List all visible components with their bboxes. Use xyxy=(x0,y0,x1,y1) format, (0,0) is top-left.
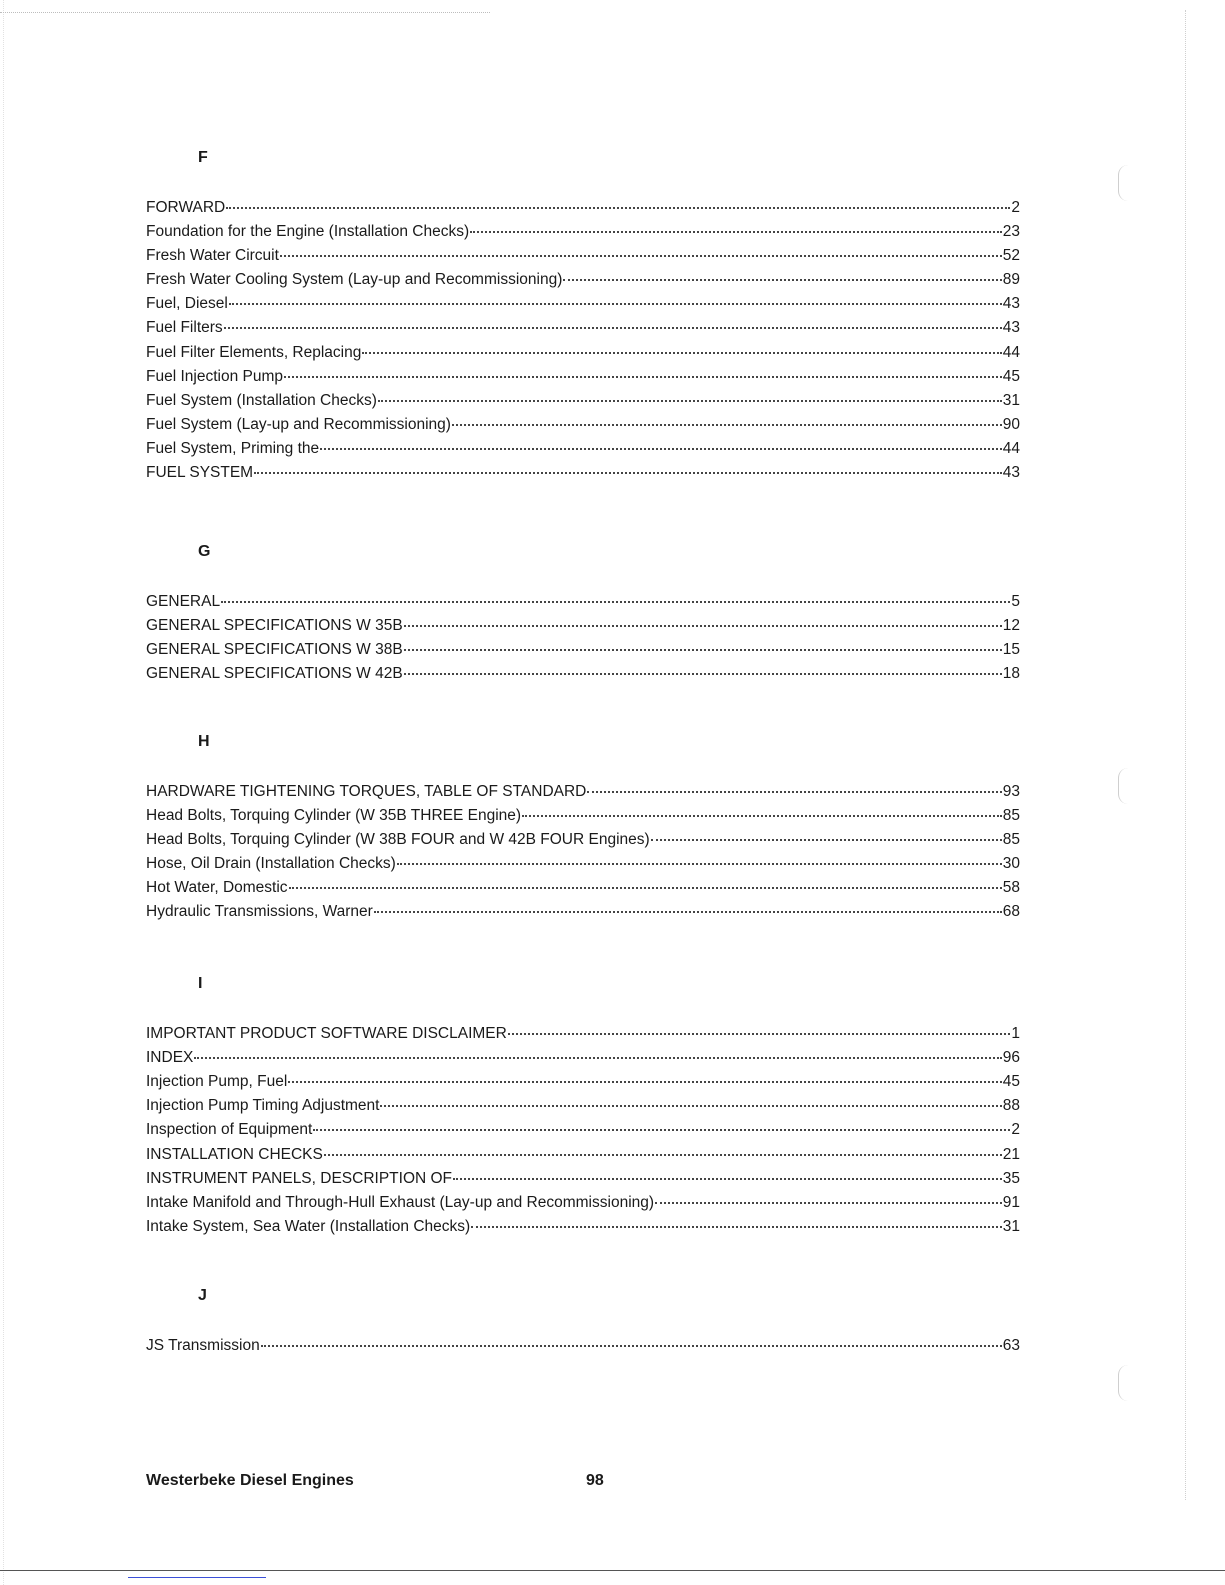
index-entry[interactable] xyxy=(146,220,1020,244)
entry-page: 43 xyxy=(1002,295,1020,313)
entry-title: Intake System, Sea Water (Installation Checks) xyxy=(146,1217,471,1235)
entry-page: 90 xyxy=(1002,415,1020,433)
entry-title: GENERAL SPECIFICATIONS W 38B xyxy=(146,641,403,659)
dot-leader xyxy=(254,471,1002,474)
dot-leader xyxy=(453,1177,1002,1180)
dot-leader xyxy=(324,1153,1002,1156)
entry-list xyxy=(146,196,1020,485)
entry-page: 18 xyxy=(1002,665,1020,683)
dot-leader xyxy=(404,624,1002,627)
index-entry[interactable] xyxy=(146,1094,1020,1118)
entry-title: GENERAL SPECIFICATIONS W 35B xyxy=(146,617,403,635)
index-entry[interactable] xyxy=(146,1022,1020,1046)
index-entry[interactable] xyxy=(146,268,1020,292)
entry-page: 63 xyxy=(1002,1336,1020,1354)
entry-title: Injection Pump Timing Adjustment xyxy=(146,1097,380,1115)
entry-title: Fuel System (Installation Checks) xyxy=(146,391,377,409)
dot-leader xyxy=(284,375,1002,378)
section-letter: J xyxy=(198,1286,207,1304)
section-letter: F xyxy=(198,149,208,166)
dot-leader xyxy=(288,1080,1001,1083)
entry-page: 89 xyxy=(1002,271,1020,289)
entry-page: 91 xyxy=(1002,1193,1020,1211)
section-letter: H xyxy=(198,732,210,750)
entry-title: INSTRUMENT PANELS, DESCRIPTION OF xyxy=(146,1169,453,1187)
entry-list xyxy=(146,1334,1020,1358)
entry-page: 5 xyxy=(1011,593,1020,611)
index-entry[interactable] xyxy=(146,1046,1020,1070)
entry-page: 68 xyxy=(1002,902,1020,920)
entry-page: 30 xyxy=(1002,854,1020,872)
index-entry[interactable] xyxy=(146,413,1020,437)
entry-title: INSTALLATION CHECKS xyxy=(146,1145,323,1163)
dot-leader xyxy=(280,254,1002,257)
entry-title: Inspection of Equipment xyxy=(146,1121,313,1139)
dot-leader xyxy=(320,447,1002,450)
entry-title: Fuel System (Lay-up and Recommissioning) xyxy=(146,415,451,433)
dot-leader xyxy=(651,838,1002,841)
entry-page: 2 xyxy=(1011,1121,1020,1139)
entry-page: 85 xyxy=(1002,806,1020,824)
index-entry[interactable] xyxy=(146,852,1020,876)
dot-leader xyxy=(226,206,1010,209)
index-entry[interactable] xyxy=(146,292,1020,316)
entry-page: 23 xyxy=(1002,223,1020,241)
footer-publisher: Westerbeke Diesel Engines xyxy=(146,1472,354,1489)
index-entry[interactable] xyxy=(146,590,1020,614)
entry-page: 93 xyxy=(1002,782,1020,800)
index-entry[interactable] xyxy=(146,614,1020,638)
top-scan-rule xyxy=(0,12,490,13)
index-entry[interactable] xyxy=(146,389,1020,413)
index-entry[interactable] xyxy=(146,1143,1020,1167)
binding-hole-mark xyxy=(1118,165,1129,201)
binding-hole-mark xyxy=(1118,768,1129,804)
index-entry[interactable] xyxy=(146,461,1020,485)
section-letter: G xyxy=(198,543,211,561)
entry-page: 96 xyxy=(1002,1049,1020,1067)
entry-page: 85 xyxy=(1002,830,1020,848)
dot-leader xyxy=(655,1201,1002,1204)
entry-page: 44 xyxy=(1002,439,1020,457)
index-entry[interactable] xyxy=(146,365,1020,389)
dot-leader xyxy=(378,399,1002,402)
entry-page: 15 xyxy=(1002,641,1020,659)
dot-leader xyxy=(289,886,1002,889)
index-section-i xyxy=(146,972,1020,1239)
entry-page: 43 xyxy=(1002,464,1020,482)
entry-title: INDEX xyxy=(146,1049,194,1067)
entry-page: 21 xyxy=(1002,1145,1020,1163)
entry-title: Hot Water, Domestic xyxy=(146,878,288,896)
entry-page: 31 xyxy=(1002,1217,1020,1235)
entry-page: 88 xyxy=(1002,1097,1020,1115)
entry-title: Intake Manifold and Through-Hull Exhaust (Lay-up and Recommissioning) xyxy=(146,1193,655,1211)
entry-page: 45 xyxy=(1002,367,1020,385)
dot-leader xyxy=(471,1225,1002,1228)
dot-leader xyxy=(229,302,1002,305)
entry-title: Head Bolts, Torquing Cylinder (W 35B THREE Engine) xyxy=(146,806,522,824)
entry-title: Foundation for the Engine (Installation Checks) xyxy=(146,223,470,241)
index-entry[interactable] xyxy=(146,828,1020,852)
dot-leader xyxy=(380,1104,1001,1107)
index-entry[interactable] xyxy=(146,341,1020,365)
index-entry[interactable] xyxy=(146,638,1020,662)
entry-title: Injection Pump, Fuel xyxy=(146,1073,288,1091)
entry-title: Hydraulic Transmissions, Warner xyxy=(146,902,373,920)
index-entry[interactable] xyxy=(146,1167,1020,1191)
entry-title: JS Transmission xyxy=(146,1336,260,1354)
entry-title: Fuel, Diesel xyxy=(146,295,228,313)
entry-page: 52 xyxy=(1002,247,1020,265)
index-entry[interactable] xyxy=(146,662,1020,686)
entry-page: 12 xyxy=(1002,617,1020,635)
dot-leader xyxy=(508,1032,1011,1035)
entry-page: 58 xyxy=(1002,878,1020,896)
index-section-j xyxy=(146,1284,1020,1358)
index-section-f xyxy=(146,146,1020,485)
dot-leader xyxy=(224,326,1002,329)
entry-title: Hose, Oil Drain (Installation Checks) xyxy=(146,854,396,872)
index-section-h xyxy=(146,730,1020,925)
dot-leader xyxy=(194,1056,1001,1059)
section-letter: I xyxy=(198,975,203,993)
entry-title: Fresh Water Circuit xyxy=(146,247,279,265)
entry-list xyxy=(146,780,1020,925)
index-entry[interactable] xyxy=(146,437,1020,461)
dot-leader xyxy=(261,1344,1002,1347)
index-entry[interactable] xyxy=(146,1191,1020,1215)
index-entry[interactable] xyxy=(146,900,1020,924)
dot-leader xyxy=(452,423,1002,426)
index-entry[interactable] xyxy=(146,196,1020,220)
index-entry[interactable] xyxy=(146,316,1020,340)
index-entry[interactable] xyxy=(146,1070,1020,1094)
index-entry[interactable] xyxy=(146,804,1020,828)
entry-page: 45 xyxy=(1002,1073,1020,1091)
index-entry[interactable] xyxy=(146,780,1020,804)
bottom-link-underline xyxy=(128,1577,266,1578)
right-margin-rule xyxy=(1185,10,1186,1500)
dot-leader xyxy=(563,278,1001,281)
index-entry[interactable] xyxy=(146,876,1020,900)
index-listing xyxy=(146,146,1020,1358)
entry-page: 44 xyxy=(1002,343,1020,361)
index-entry[interactable] xyxy=(146,1118,1020,1142)
dot-leader xyxy=(221,600,1010,603)
dot-leader xyxy=(404,648,1002,651)
entry-page: 2 xyxy=(1011,199,1020,216)
entry-title: FORWARD xyxy=(146,199,226,216)
entry-page: 43 xyxy=(1002,319,1020,337)
entry-title: Fuel Filter Elements, Replacing xyxy=(146,343,362,361)
entry-title: Fuel Injection Pump xyxy=(146,367,283,385)
entry-list xyxy=(146,1022,1020,1239)
dot-leader xyxy=(470,230,1002,233)
entry-title: GENERAL SPECIFICATIONS W 42B xyxy=(146,665,403,683)
index-entry[interactable] xyxy=(146,244,1020,268)
entry-list xyxy=(146,590,1020,686)
entry-page: 35 xyxy=(1002,1169,1020,1187)
entry-title: GENERAL xyxy=(146,593,221,611)
dot-leader xyxy=(313,1128,1010,1131)
entry-page: 31 xyxy=(1002,391,1020,409)
index-entry[interactable] xyxy=(146,1334,1020,1358)
entry-title: HARDWARE TIGHTENING TORQUES, TABLE OF STANDARD xyxy=(146,782,587,800)
index-entry[interactable] xyxy=(146,1215,1020,1239)
dot-leader xyxy=(362,351,1001,354)
dot-leader xyxy=(404,672,1002,675)
entry-title: Fuel System, Priming the xyxy=(146,439,320,457)
entry-title: Fuel Filters xyxy=(146,319,223,337)
entry-page: 1 xyxy=(1011,1025,1020,1043)
entry-title: FUEL SYSTEM xyxy=(146,464,254,482)
bottom-rule xyxy=(0,1570,1225,1571)
dot-leader xyxy=(587,790,1001,793)
index-section-g xyxy=(146,540,1020,686)
dot-leader xyxy=(522,814,1002,817)
entry-title: Head Bolts, Torquing Cylinder (W 38B FOUR and W 42B FOUR Engines) xyxy=(146,830,650,848)
dot-leader xyxy=(397,862,1002,865)
footer-page-number: 98 xyxy=(586,1472,604,1489)
entry-title: IMPORTANT PRODUCT SOFTWARE DISCLAIMER xyxy=(146,1025,507,1043)
entry-title: Fresh Water Cooling System (Lay-up and Recommissioning) xyxy=(146,271,563,289)
left-margin-rule xyxy=(3,0,4,1585)
binding-hole-mark xyxy=(1118,1365,1129,1401)
dot-leader xyxy=(374,910,1002,913)
